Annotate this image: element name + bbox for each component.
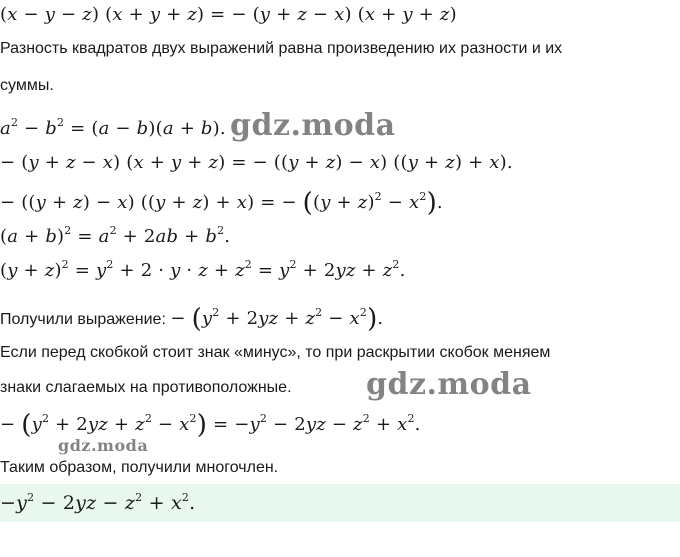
text-conclusion: Таким образом, получили многочлен. bbox=[0, 459, 279, 476]
watermark-logo: gdz.moda bbox=[58, 436, 149, 455]
equation-line-2: $a^2 - b^2 = (a - b)(a + b)$. bbox=[0, 116, 226, 139]
answer-polynomial: $-y^2 - 2yz - z^2 + x^2$. bbox=[0, 491, 196, 514]
result-expression-line bbox=[0, 304, 383, 334]
watermark-logo: gdz.moda bbox=[366, 367, 532, 402]
result-label: Получили выражение: bbox=[0, 311, 166, 328]
equation-line-4: − ((y + z) − x) ((y + z) + x) = − $((y + z)^2 - x^2)$. bbox=[0, 188, 443, 218]
text-sums: суммы. bbox=[0, 77, 54, 94]
text-minus-rule: Если перед скобкой стоит знак «минус», то при раскрытии скобок меняем bbox=[0, 344, 551, 361]
equation-line-3: − (y + z − x) (x + y + z) = − ((y + z) − x) ((y + z) + x). bbox=[0, 152, 513, 173]
equation-line-8: − $(y^2 + 2yz + z^2 - x^2) = -y^2 - 2yz - z^2 + x^2$. bbox=[0, 410, 421, 440]
equation-line-6: $(y + z)^2 = y^2 + 2 \cdot y \cdot z + z^2 = y^2 + 2yz + z^2$. bbox=[0, 258, 406, 281]
watermark-logo: gdz.moda bbox=[230, 108, 396, 143]
answer-box bbox=[0, 484, 680, 522]
equation-line-1: (x − y − z) (x + y + z) = − (y + z − x) (x + y + z) bbox=[0, 4, 457, 25]
equation-line-5: $(a + b)^2 = a^2 + 2ab + b^2$. bbox=[0, 224, 231, 247]
text-difference-of-squares: Разность квадратов двух выражений равна произведению их разности и их bbox=[0, 40, 563, 57]
text-opposite-signs: знаки слагаемых на противоположные. bbox=[0, 379, 292, 396]
result-expression: − $(y^2 + 2yz + z^2 - x^2)$. bbox=[170, 304, 384, 334]
